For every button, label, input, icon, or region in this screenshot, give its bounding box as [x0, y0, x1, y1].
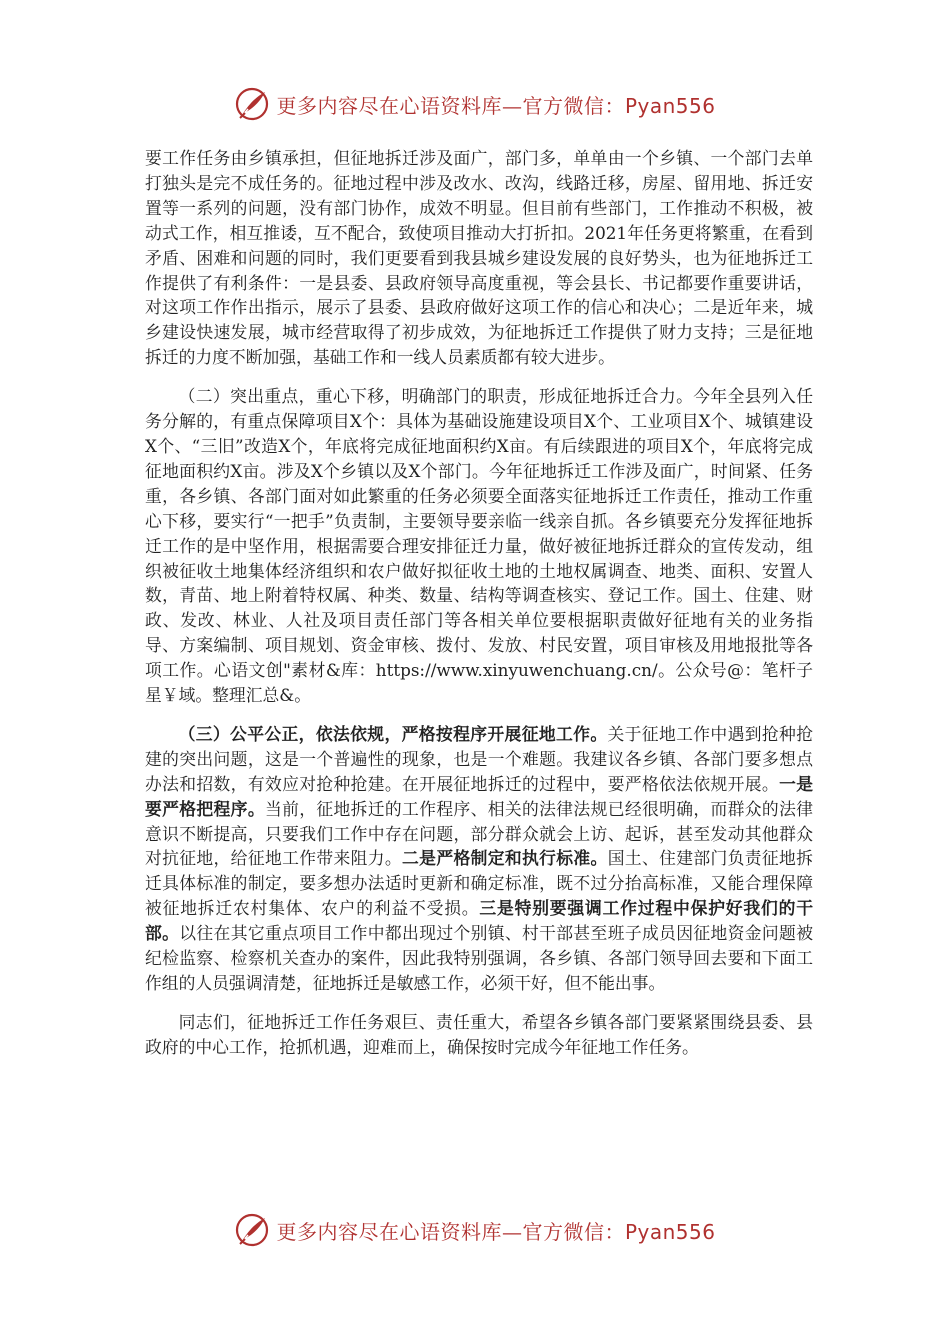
- paragraph-3: [145, 722, 813, 996]
- banner-main-text: 更多内容尽在心语资料库—: [276, 93, 523, 118]
- banner-wechat-text: 官方微信：Pyan556: [522, 93, 716, 118]
- paragraph-3-text-1: 关于征地工作中遇到抢种抢建的突出问题，这是一个普遍性的现象，也是一个难题。我建议各乡镇、各部门要多想点办法和招数，有效应对抢种抢建。在开展征地拆迁的过程中，要严格依法依规开展。: [145, 723, 813, 794]
- document-body: [145, 146, 813, 1074]
- footer-banner: [0, 1210, 950, 1250]
- heading-three: （三）公平公正，依法依规，严格按程序开展征地工作。: [178, 723, 608, 744]
- point-three-heading: 三是特别要强调工作过程中保护好我们的干部。: [145, 898, 813, 944]
- point-two-heading: 二是严格制定和执行标准。: [402, 848, 608, 869]
- feather-pen-logo-icon: [234, 86, 270, 122]
- header-banner: [0, 84, 950, 124]
- paragraph-3-text-2: 当前，征地拆迁的工作程序、相关的法律法规已经很明确，而群众的法律意识不断提高，只要我们工作中存在问题，部分群众就会上访、起诉，甚至发动其他群众对抗征地，给征地工作带来阻力。: [145, 798, 813, 869]
- paragraph-4: 同志们，征地拆迁工作任务艰巨、责任重大，希望各乡镇各部门要紧紧围绕县委、县政府的中心工作，抢抓机遇，迎难而上，确保按时完成今年征地工作任务。: [145, 1011, 813, 1057]
- paragraph-1: 要工作任务由乡镇承担，但征地拆迁涉及面广，部门多，单单由一个乡镇、一个部门去单打独头是完不成任务的。征地过程中涉及改水、改沟，线路迁移，房屋、留用地、拆迁安置等一系列的问题，没有部门协作，成效不明显。但目前有些部门，工作推动不积极，被动式工作，相互推诿，互不配合，致使项目推动大打折扣。2021年任务更将繁重，在看到矛盾、困难和问题的同时，我们更要看到我县城乡建设发展的良好势头，也为征地拆迁工作提供了有利条件：一是县委、县政府领导高度重视，等会县长、书记都要作重要讲话，对这项工作作出指示，展示了县委、县政府做好这项工作的信心和决心；二是近年来，城乡建设快速发展，城市经营取得了初步成效，为征地拆迁工作提供了财力支持；三是征地拆迁的力度不断加强，基础工作和一线人员素质都有较大进步。: [145, 148, 813, 368]
- feather-pen-logo-icon: [234, 1212, 270, 1248]
- paragraph-3-text-4: 以往在其它重点项目工作中都出现过个别镇、村干部甚至班子成员因征地资金问题被纪检监察、检察机关查办的案件，因此我特别强调，各乡镇、各部门领导回去要和下面工作组的人员强调清楚，征地拆迁是敏感工作，必须干好，但不能出事。: [145, 923, 813, 993]
- paragraph-2: （二）突出重点，重心下移，明确部门的职责，形成征地拆迁合力。今年全县列入任务分解的，有重点保障项目X个：具体为基础设施建设项目X个、工业项目X个、城镇建设X个、“三旧”改造X个，年底将完成征地面积约X亩。有后续跟进的项目X个，年底将完成征地面积约X亩。涉及X个乡镇以及X个部门。今年征地拆迁工作涉及面广，时间紧、任务重，各乡镇、各部门面对如此繁重的任务必须要全面落实征地拆迁工作责任，推动工作重心下移，要实行“一把手”负责制，主要领导要亲临一线亲自抓。各乡镇要充分发挥征地拆迁工作的是中坚作用，根据需要合理安排征迁力量，做好被征地拆迁群众的宣传发动，组织被征收土地集体经济组织和农户做好拟征收土地的土地权属调查、地类、面积、安置人数，青苗、地上附着特权属、种类、数量、结构等调查核实、登记工作。国土、住建、财政、发改、林业、人社及项目责任部门等各相关单位要根据职责做好征地有关的业务指导、方案编制、项目规划、资金审核、拨付、发放、村民安置，项目审核及用地报批等各项工作。心语文创"素材&库：https://www.xinyuwenchuang.cn/。公众号@：笔杆子星￥域。整理汇总&。: [145, 386, 813, 706]
- banner-wechat-text: 官方微信：Pyan556: [522, 1219, 716, 1244]
- point-one-heading: 一是要严格把程序。: [145, 773, 813, 819]
- paragraph-3-text-3: 国土、住建部门负责征地拆迁具体标准的制定，要多想办法适时更新和确定标准，既不过分抬高标准，又能合理保障被征地拆迁农村集体、农户的利益不受损。: [145, 848, 813, 919]
- banner-text: [276, 1216, 715, 1245]
- banner-text: [276, 90, 715, 119]
- banner-main-text: 更多内容尽在心语资料库—: [276, 1219, 523, 1244]
